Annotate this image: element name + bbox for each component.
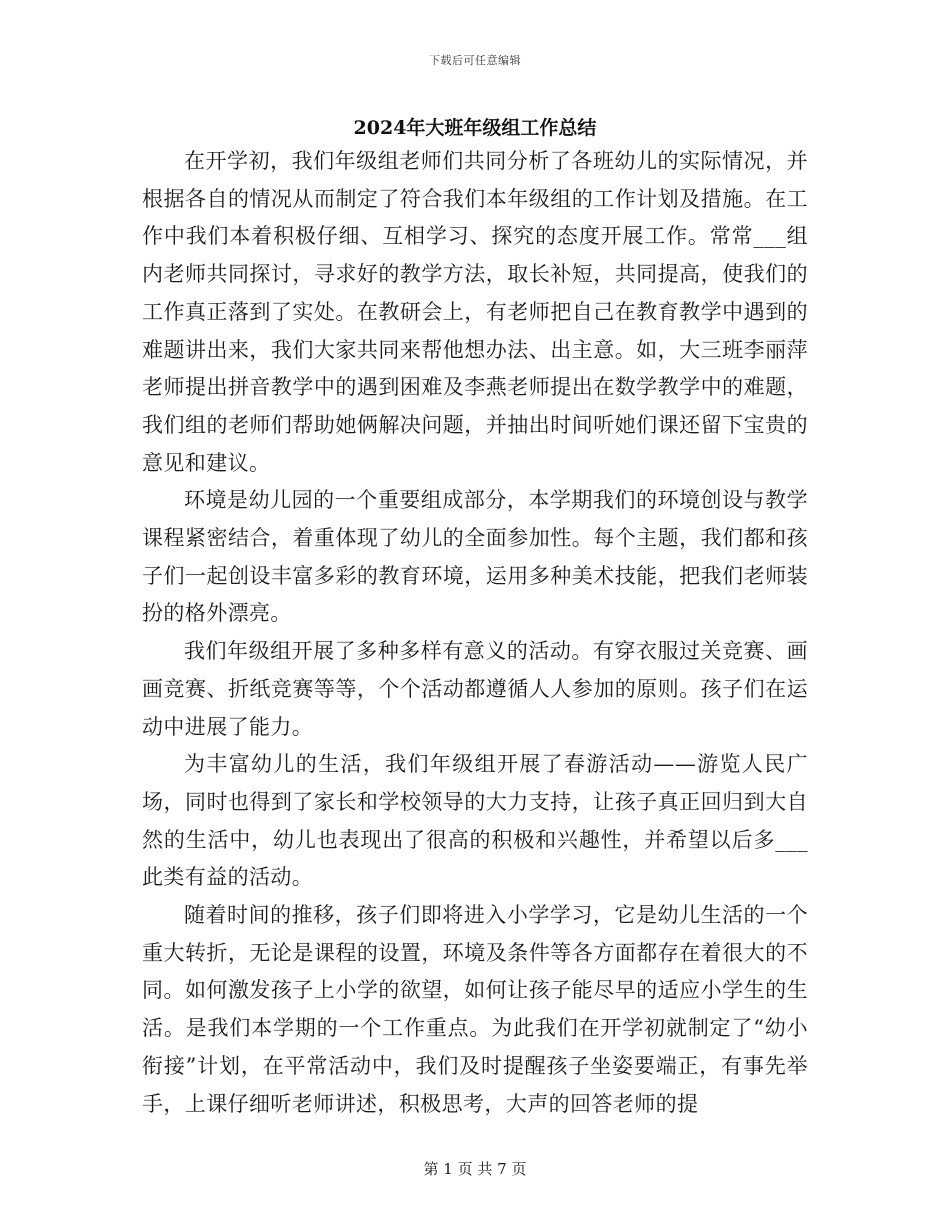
paragraph-5: 随着时间的推移，孩子们即将进入小学学习，它是幼儿生活的一个重大转折，无论是课程的设置，环境及条件等各方面都存在着很大的不同。如何激发孩子上小学的欲望，如何让孩子能尽早的适应小学生的生活。是我们本学期的一个工作重点。为此我们在开学初就制定了“幼小衔接”计划，在平常活动中，我们及时提醒孩子坐姿要端正，有事先举手，上课仔细听老师讲述，积极思考，大声的回答老师的提: [142, 903, 808, 1116]
paragraph-1: 在开学初，我们年级组老师们共同分析了各班幼儿的实际情况，并根据各自的情况从而制定了符合我们本年级组的工作计划及措施。在工作中我们本着积极仔细、互相学习、探究的态度开展工作。常常___组内老师共同探讨，寻求好的教学方法，取长补短，共同提高，使我们的工作真正落到了实处。在教研会上，有老师把自己在教育教学中遇到的难题讲出来，我们大家共同来帮他想办法、出主意。如，大三班李丽萍老师提出拼音教学中的遇到困难及李燕老师提出在数学教学中的难题，我们组的老师们帮助她俩解决问题，并抽出时间听她们课还留下宝贵的意见和建议。: [142, 149, 808, 475]
paragraph-3: 我们年级组开展了多种多样有意义的活动。有穿衣服过关竞赛、画画竞赛、折纸竞赛等等，个个活动都遵循人人参加的原则。孩子们在运动中进展了能力。: [142, 639, 808, 739]
paragraph-4: 为丰富幼儿的生活，我们年级组开展了春游活动——游览人民广场，同时也得到了家长和学校领导的大力支持，让孩子真正回归到大自然的生活中，幼儿也表现出了很高的积极和兴趣性，并希望以后多___此类有益的活动。: [142, 752, 808, 890]
document-title: 2024年大班年级组工作总结: [353, 117, 597, 139]
header-note: 下载后可任意编辑: [429, 54, 521, 67]
paragraph-2: 环境是幼儿园的一个重要组成部分，本学期我们的环境创设与教学课程紧密结合，着重体现了幼儿的全面参加性。每个主题，我们都和孩子们一起创设丰富多彩的教育环境，运用多种美术技能，把我们老师装扮的格外漂亮。: [142, 488, 808, 626]
document-body: [142, 143, 808, 1123]
page-footer: 第 1 页 共 7 页: [423, 1160, 527, 1178]
